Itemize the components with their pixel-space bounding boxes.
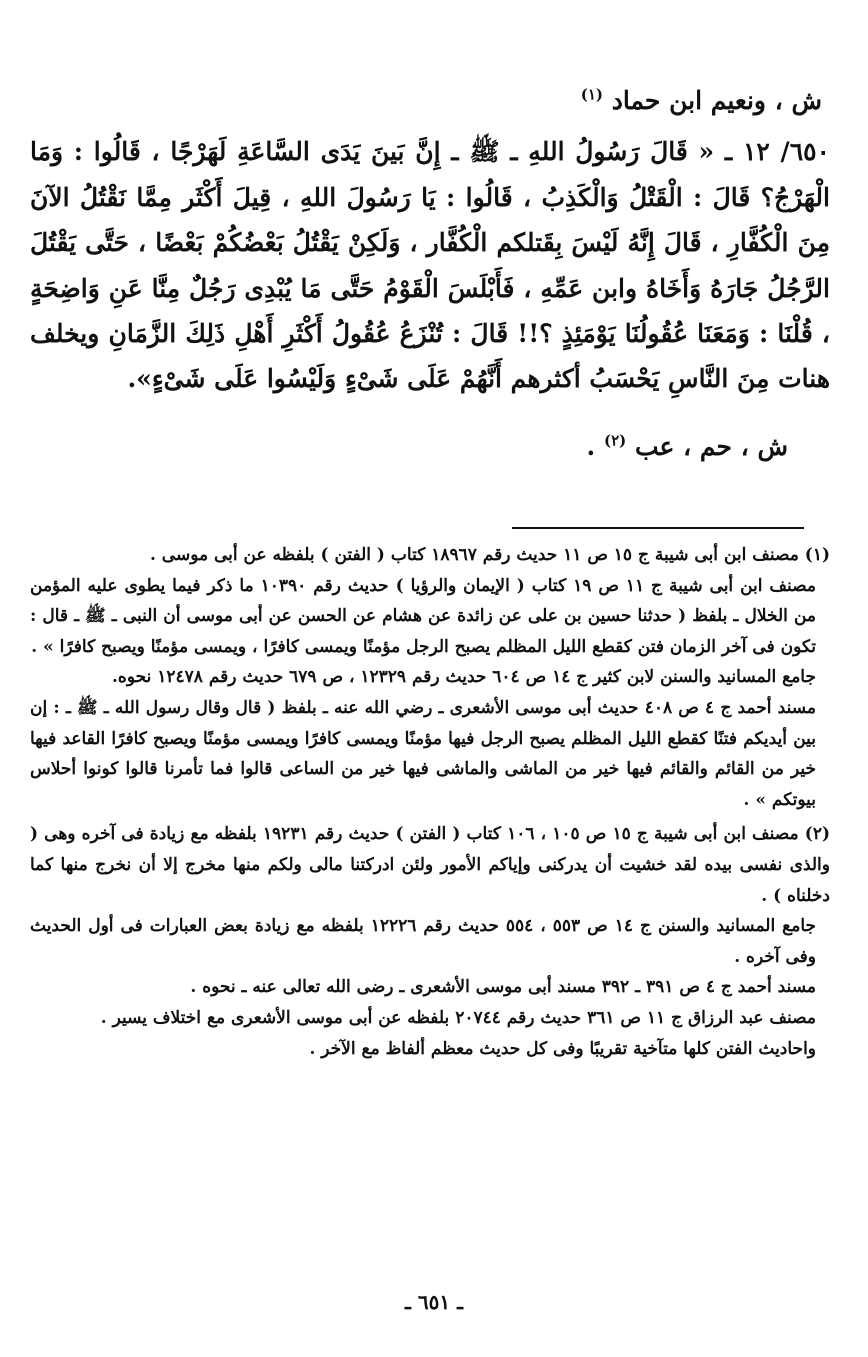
footnote-2-ref-d: واحاديث الفتن كلها متآخية تقريبًا وفى كل حديث معظم ألفاظ مع الآخر . — [309, 1038, 816, 1059]
source-abbrev-1: ش ، ونعيم ابن حماد — [611, 86, 822, 115]
page-number: ـ ٦٥١ ـ — [405, 1290, 463, 1314]
main-text-block — [30, 78, 830, 469]
footnote-ref-1: (١) — [580, 85, 603, 104]
footnote-2-ref-c: مصنف عبد الرزاق ج ١١ ص ٣٦١ حديث رقم ٢٠٧٤٤ بلفظه عن أبى موسى الأشعرى مع اختلاف يسير . — [100, 1007, 816, 1028]
footnote-separator — [512, 527, 804, 529]
footnote-1-ref-b: جامع المسانيد والسنن لابن كثير ج ١٤ ص ٦٠٤ حديث رقم ١٢٣٢٩ ، ص ٦٧٩ حديث رقم ١٢٤٧٨ نحوه. — [112, 667, 816, 688]
footnote-1-ref-c: مسند أحمد ج ٤ ص ٤٠٨ حديث أبى موسى الأشعرى ـ رضي الله عنه ـ بلفظ ( قال وقال رسول الله ـ ﷺ ـ : إن بين أيديكم فتنًا كقطع الليل المظلم يصبح الرجل فيها مؤمنًا ويمسى كافرًا ويمسى مؤمنًا ويصبح كافرًا القاعد فيها خير من القائم والقائم فيها خير من الماشى والماشى فيها خير من الساعى قالوا فما تأمرنا قالوا كونوا أحلاس بيوتكم » . — [30, 697, 816, 810]
footnote-ref-2: (٢) — [603, 431, 627, 450]
footnotes-block — [30, 540, 830, 1064]
footnote-2-ref-a: جامع المسانيد والسنن ج ١٤ ص ٥٥٣ ، ٥٥٤ حديث رقم ١٢٢٢٦ بلفظه مع زيادة بعض العبارات فى أول الحديث وفى آخره . — [30, 916, 817, 967]
footnote-2-ref-b: مسند أحمد ج ٤ ص ٣٩١ ـ ٣٩٢ مسند أبى موسى الأشعرى ـ رضى الله تعالى عنه ـ نحوه . — [190, 977, 816, 998]
footnote-2: (٢) مصنف ابن أبى شيبة ج ١٥ ص ١٠٥ ، ١٠٦ كتاب ( الفتن ) حديث رقم ١٩٢٣١ بلفظه مع زيادة فى آخره وهى ( والذى نفسى بيده لقد خشيت أن يدركنى وإياكم الأمور ولئن ادركتنا مالى ولكم منها مخرج إلا أن نخرج منها كما دخلناه ) . — [30, 824, 830, 906]
source-abbrev-2: ش ، حم ، عب — [634, 431, 788, 461]
source-line-1 — [30, 78, 822, 123]
footnote-1: (١) مصنف ابن أبى شيبة ج ١٥ ص ١١ حديث رقم ١٨٩٦٧ كتاب ( الفتن ) بلفظه عن أبى موسى . — [149, 545, 830, 565]
footnote-1-ref-a: مصنف ابن أبى شيبة ج ١١ ص ١٩ كتاب ( الإيمان والرؤيا ) حديث رقم ١٠٣٩٠ ما ذكر فيما يطوى عليه المؤمن من الخلال ـ بلفظ ( حدثنا حسين بن على عن زائدة عن هشام عن الحسن عن أبى موسى أن النبى ـ ﷺ ـ قال : تكون فى آخر الزمان فتن كقطع الليل المظلم يصبح الرجل مؤمنًا ويمسى كافرًا ، ويمسى مؤمنًا ويصبح كافرًا » . — [30, 575, 817, 657]
source-line-2-end: . — [586, 431, 596, 461]
hadith-text: ٦٥٠/ ١٢ ـ « قَالَ رَسُولُ اللهِ ـ ﷺ ـ إِنَّ بَينَ يَدَى السَّاعَةِ لَهَرْجًا ، قَالُوا : وَمَا الْهَرْجُ؟ قَالَ : الْقَتْلُ وَالْكَذِبُ ، قَالُوا : يَا رَسُولَ اللهِ ، قِيلَ أَكْثَر مِمَّا نَقْتُلُ الآنَ مِنَ الْكُفَّارِ ، قَالَ إِنَّهُ لَيْسَ بِقَتلكم الْكُفَّار ، وَلَكِنْ يَقْتُلُ بَعْضُكُمْ بَعْضًا ، حَتَّى يَقْتُلَ الرَّجُلُ جَارَهُ وَأَخَاهُ وابن عَمِّهِ ، فَأَبْلَسَ الْقَوْمُ حَتَّى مَا يُبْدِى رَجُلٌ مِنَّا عَنِ وَاضِحَةٍ ، قُلْنَا : وَمَعَنَا عُقُولُنَا يَوْمَئِذٍ ؟!! قَالَ : تُنْزَعُ عُقُولُ أَكْثَرِ أَهْلِ ذَلِكَ الزَّمَانِ ويخلف هنات مِنَ النَّاسِ يَحْسَبُ أكثرهم أَنَّهُمْ عَلَى شَىْءٍ وَلَيْسُوا عَلَى شَىْءٍ». — [30, 137, 830, 394]
source-line-2 — [30, 424, 788, 469]
